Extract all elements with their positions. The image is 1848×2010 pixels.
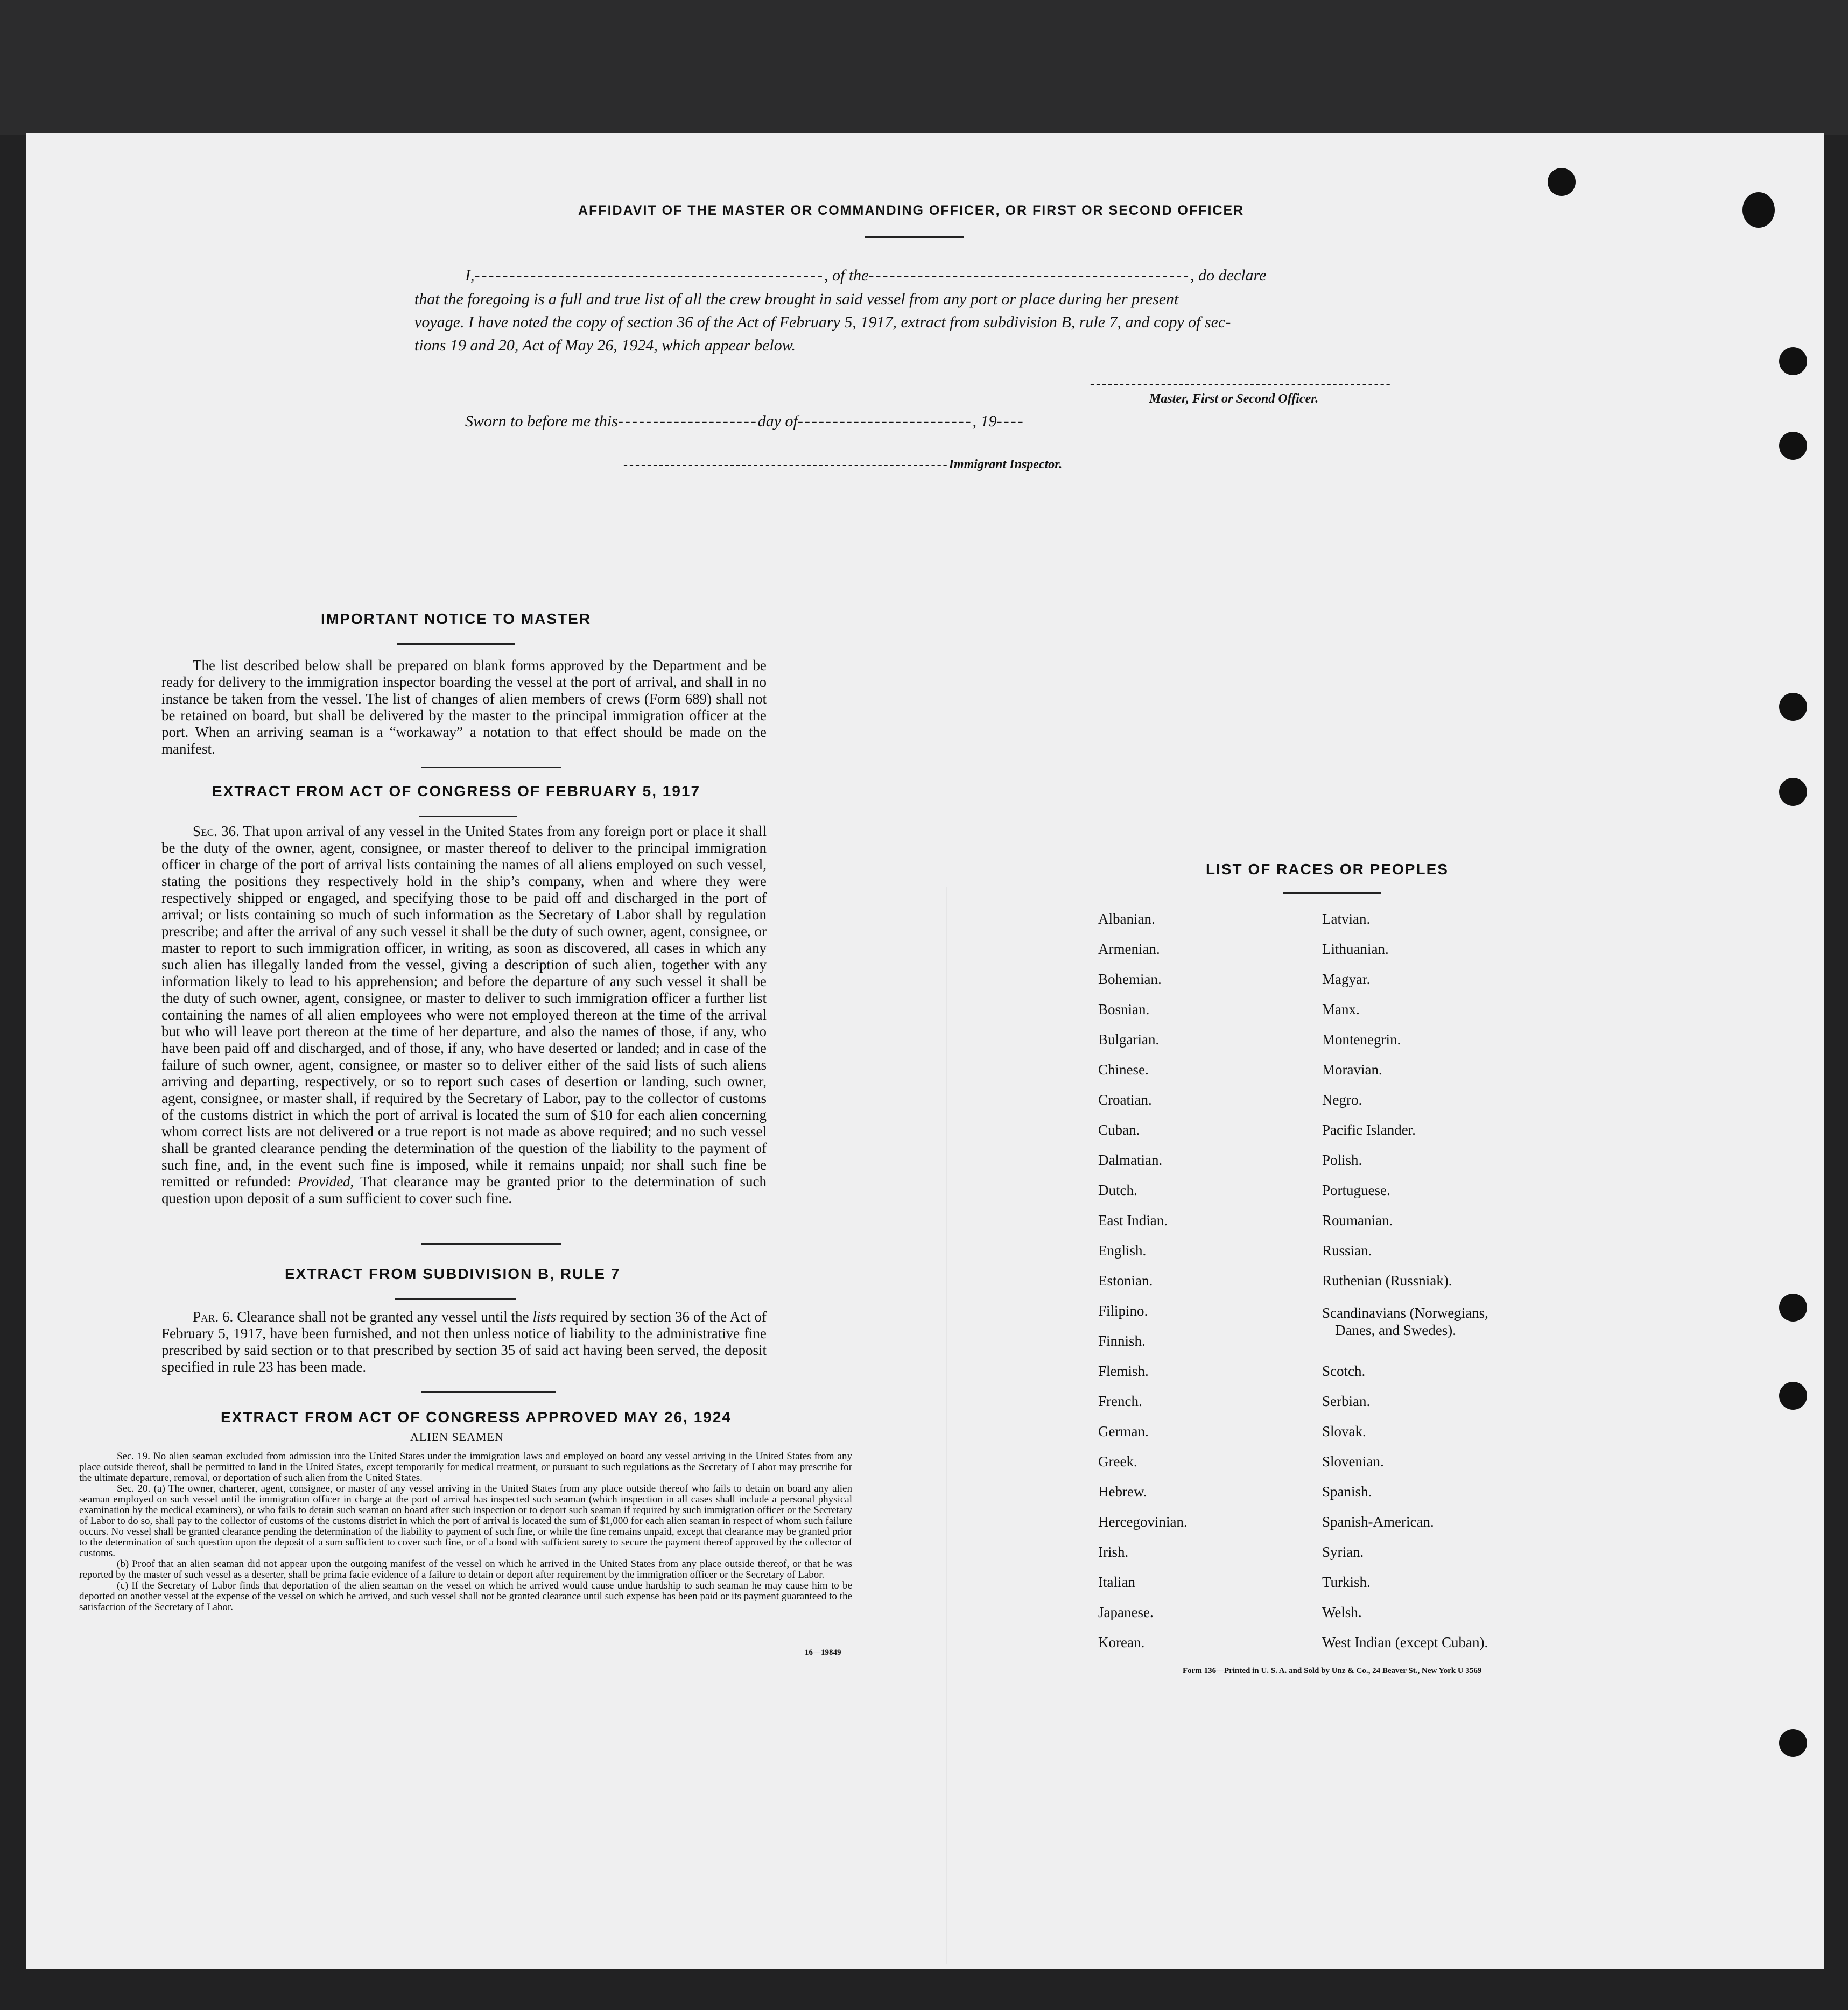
printer-line: Form 136—Printed in U. S. A. and Sold by Unz & Co., 24 Beaver St., New York U 3569 bbox=[1183, 1667, 1482, 1675]
race-item: Roumanian. bbox=[1322, 1212, 1393, 1228]
race-item: Lithuanian. bbox=[1322, 941, 1389, 957]
act-1917-underline bbox=[419, 816, 517, 817]
blank-vessel: ---------------------------------------------- bbox=[868, 266, 1191, 284]
inspector-label: Immigrant Inspector. bbox=[948, 458, 1063, 472]
punch-hole bbox=[1779, 778, 1807, 806]
race-item: Ruthenian (Russniak). bbox=[1322, 1273, 1452, 1289]
blank-day: -------------------- bbox=[617, 412, 758, 430]
race-item: Montenegrin. bbox=[1322, 1031, 1401, 1048]
race-item: Bohemian. bbox=[1098, 971, 1162, 987]
affidavit-title: AFFIDAVIT OF THE MASTER OR COMMANDING OFFICER, OR FIRST OR SECOND OFFICER bbox=[578, 203, 1245, 218]
master-signature-label: Master, First or Second Officer. bbox=[1149, 392, 1319, 406]
day-of-label: day of bbox=[757, 412, 798, 430]
blank-month: ------------------------- bbox=[797, 412, 973, 430]
race-item: Polish. bbox=[1322, 1152, 1362, 1168]
blank-year: ---- bbox=[996, 412, 1025, 430]
race-item: Estonian. bbox=[1098, 1273, 1153, 1289]
punch-hole bbox=[1779, 432, 1807, 460]
race-item: Scandinavians (Norwegians, bbox=[1322, 1305, 1488, 1321]
race-item: Spanish-American. bbox=[1322, 1514, 1434, 1530]
sec-20a-text: Sec. 20. (a) The owner, charterer, agent, consignee, or master of any vessel arriving in the United States from any place outside thereof who fails to detain on board any alien seaman employed on such vessel until the immigration officer in charge at the port of arrival has inspected such seaman (which inspection in all cases shall include a personal physical examination by the medical examiners), or who fails to detain such seaman on board after such inspection or to deport such seaman if required by such immigration officer or the Secretary of Labor to do so, shall pay to the collector of customs of the customs district in which the port of arrival is located the sum of $1,000 for each alien seaman in respect of whom such failure occurs. No vessel shall be granted clearance pending the determination of the liability to payment of such fine, or while the fine remains unpaid, except that clearance may be granted prior to the determination of such question upon the deposit of a sum sufficient to cover such fine, or of a bond with sufficient surety to secure the payment thereof approved by the collector of customs. bbox=[79, 1483, 852, 1559]
sec-36-end: That clearance may be granted prior to the determination of such question upon deposit of a sum sufficient to cover such fine. bbox=[161, 1173, 767, 1206]
race-item: Armenian. bbox=[1098, 941, 1160, 957]
race-item: Filipino. bbox=[1098, 1303, 1148, 1319]
rule-7-body-a: Clearance shall not be granted any vessel until the bbox=[237, 1309, 529, 1325]
rule-7-text bbox=[161, 1309, 767, 1375]
race-item: Manx. bbox=[1322, 1001, 1360, 1017]
notice-underline bbox=[397, 643, 515, 645]
ink-blot bbox=[1548, 168, 1576, 196]
race-item: Bulgarian. bbox=[1098, 1031, 1160, 1048]
act-1924-title: EXTRACT FROM ACT OF CONGRESS APPROVED MAY 26, 1924 bbox=[221, 1409, 732, 1425]
race-item: Dalmatian. bbox=[1098, 1152, 1163, 1168]
fold-line bbox=[946, 887, 947, 1964]
race-item: Chinese. bbox=[1098, 1062, 1149, 1078]
race-item: Flemish. bbox=[1098, 1363, 1149, 1379]
race-item: East Indian. bbox=[1098, 1212, 1168, 1228]
master-signature-line: --------------------------------------------------- bbox=[1090, 377, 1392, 391]
race-item: Danes, and Swedes). bbox=[1335, 1322, 1456, 1338]
inspector-signature-dots: ------------------------------------------------------- bbox=[623, 458, 949, 472]
act-1924-text bbox=[79, 1451, 852, 1613]
divider bbox=[421, 767, 561, 768]
race-item: Welsh. bbox=[1322, 1604, 1362, 1620]
race-item: Portuguese. bbox=[1322, 1182, 1390, 1198]
race-item: Spanish. bbox=[1322, 1484, 1372, 1500]
form-code: 16—19849 bbox=[805, 1648, 841, 1657]
race-item: Magyar. bbox=[1322, 971, 1371, 987]
race-item: Slovak. bbox=[1322, 1423, 1366, 1439]
act-1917-title: EXTRACT FROM ACT OF CONGRESS OF FEBRUARY 5, 1917 bbox=[212, 783, 701, 799]
race-item: Latvian. bbox=[1322, 911, 1371, 927]
year-label: , 19 bbox=[972, 412, 997, 430]
affidavit-i: I, bbox=[465, 266, 475, 284]
rule-7-title: EXTRACT FROM SUBDIVISION B, RULE 7 bbox=[285, 1266, 621, 1282]
race-item: Japanese. bbox=[1098, 1604, 1154, 1620]
scanner-background bbox=[0, 0, 1848, 135]
race-item: Irish. bbox=[1098, 1544, 1129, 1560]
race-item: Turkish. bbox=[1322, 1574, 1371, 1590]
sec-36-body: That upon arrival of any vessel in the United States from any foreign port or place it shall be the duty of the owner, agent, consignee, or master thereof to deliver to the principal immigration officer in charge of the port of arrival lists containing the names of all aliens employed on such vessel, stating the positions they respectively hold in the ship’s company, when and where they were respectively shipped or engaged, and specifying those to be paid off and discharged in the port of arrival; or lists containing so much of such information as the Secretary of Labor shall by regulation prescribe; and after the arrival of any such vessel it shall be the duty of such owner, agent, consignee, or master to report to such immigration officer, in writing, as soon as discovered, all cases in which any such alien has illegally landed from the vessel, giving a description of such alien, together with any information likely to lead to his apprehension; and before the departure of any such vessel it shall be the duty of such owner, agent, consignee, or master to deliver to such immigration officer a further list containing the names of all alien employees who were not employed thereon at the time of the arrival but who will leave port thereon at the time of her departure, and also the names of those, if any, who have been paid off and discharged, and of those, if any, who have deserted or landed; and in case of the failure of such owner, agent, consignee, or master so to deliver either of the said lists of such aliens arriving and departing, respectively, or so to report such cases of desertion or landing, such owner, agent, consignee, or master shall, if required by the Secretary of Labor, pay to the collector of customs of the customs district in which the port of arrival is located the sum of $10 for each alien concerning whom correct lists are not delivered or a true report is not made as above required; and no such vessel shall be granted clearance pending the determination of the question of the liability to the payment of such fine, and, in the event such fine is imposed, while it remains unpaid; nor shall such fine be remitted or refunded: bbox=[161, 823, 767, 1190]
race-item: Cuban. bbox=[1098, 1122, 1140, 1138]
act-1917-text bbox=[161, 823, 767, 1207]
race-item: Syrian. bbox=[1322, 1544, 1364, 1560]
race-item: Croatian. bbox=[1098, 1092, 1152, 1108]
ink-blot bbox=[1742, 192, 1775, 228]
act-1924-subtitle: ALIEN SEAMEN bbox=[410, 1430, 504, 1444]
divider bbox=[421, 1243, 561, 1245]
affidavit-of-the: , of the bbox=[824, 266, 869, 284]
race-item: Negro. bbox=[1322, 1092, 1362, 1108]
punch-hole bbox=[1779, 1382, 1807, 1410]
title-underline bbox=[865, 236, 964, 238]
affidavit-line3: voyage. I have noted the copy of section 36 of the Act of February 5, 1917, extract from subdivision B, rule 7, and copy of sec- bbox=[414, 313, 1231, 331]
sec-19-text: Sec. 19. No alien seaman excluded from admission into the United States under the immigration laws and employed on board any vessel arriving in the United States from any place outside thereof, shall be permitted to land in the United States, except temporarily for medical treatment, or pursuant to such regulations as the Secretary of Labor may prescribe for the ultimate departure, removal, or deportation of such alien from the United States. bbox=[79, 1451, 852, 1484]
notice-text: The list described below shall be prepared on blank forms approved by the Department and be ready for delivery to the immigration inspector boarding the vessel at the port of arrival, and shall in no instance be taken from the vessel. The list of changes of alien members of crews (Form 689) shall not be retained on board, but shall be delivered by the master to the principal immigration officer at the port. When an arriving seaman is a “workaway” a notation to that effect should be made on the manifest. bbox=[161, 657, 767, 757]
punch-hole bbox=[1779, 1729, 1807, 1757]
race-item: Albanian. bbox=[1098, 911, 1155, 927]
race-item: French. bbox=[1098, 1393, 1142, 1409]
affidavit-line4: tions 19 and 20, Act of May 26, 1924, which appear below. bbox=[414, 336, 796, 354]
punch-hole bbox=[1779, 1294, 1807, 1322]
race-item: Greek. bbox=[1098, 1453, 1137, 1470]
sworn-line bbox=[465, 412, 1025, 431]
race-item: Korean. bbox=[1098, 1634, 1145, 1650]
race-item: Italian bbox=[1098, 1574, 1135, 1590]
race-item: Dutch. bbox=[1098, 1182, 1137, 1198]
race-item: Hercegovinian. bbox=[1098, 1514, 1188, 1530]
lists-word: lists bbox=[532, 1309, 557, 1325]
rule-7-underline bbox=[395, 1298, 516, 1300]
sec-20c-text: (c) If the Secretary of Labor finds that deportation of the alien seaman on the vessel on which he arrived would cause undue hardship to such seaman he may cause him to be deported on another vessel at the expense of the vessel on which he arrived, and such vessel shall not be granted clearance until such expense has been paid or its payment guaranteed to the satisfaction of the Secretary of Labor. bbox=[79, 1580, 852, 1613]
race-item: Serbian. bbox=[1322, 1393, 1371, 1409]
punch-hole bbox=[1779, 347, 1807, 375]
divider bbox=[421, 1391, 556, 1393]
punch-hole bbox=[1779, 693, 1807, 721]
par-6-label: Par. 6. bbox=[193, 1309, 234, 1325]
blank-name: -------------------------------------------------- bbox=[474, 266, 825, 284]
race-item: Bosnian. bbox=[1098, 1001, 1150, 1017]
affidavit-line2: that the foregoing is a full and true list of all the crew brought in said vessel from any port or place during her present bbox=[414, 290, 1179, 308]
affidavit-line1 bbox=[465, 266, 1418, 285]
race-item: Slovenian. bbox=[1322, 1453, 1384, 1470]
races-title: LIST OF RACES OR PEOPLES bbox=[1206, 861, 1449, 877]
provided-word: Provided, bbox=[297, 1173, 354, 1190]
sec-36-label: Sec. 36. bbox=[193, 823, 240, 839]
inspector-line bbox=[623, 458, 1062, 472]
affidavit-declare: , do declare bbox=[1190, 266, 1267, 284]
race-item: German. bbox=[1098, 1423, 1149, 1439]
race-item: Finnish. bbox=[1098, 1333, 1146, 1349]
races-underline bbox=[1283, 892, 1381, 894]
rule-7-body-b: required by section 36 of the Act of February 5, 1917, have been furnished, and not then unless notice of liability to the administrative fine prescribed by said section or to that prescribed by section 35 of said act having been served, the deposit specified in rule 23 has been made. bbox=[161, 1309, 767, 1375]
sworn-label: Sworn to before me this bbox=[465, 412, 618, 430]
race-item: Pacific Islander. bbox=[1322, 1122, 1416, 1138]
race-item: Hebrew. bbox=[1098, 1484, 1147, 1500]
race-item: English. bbox=[1098, 1242, 1147, 1259]
race-item: Scotch. bbox=[1322, 1363, 1366, 1379]
sec-20b-text: (b) Proof that an alien seaman did not appear upon the outgoing manifest of the vessel on which he arrived in the United States from any place outside thereof, or that he was reported by the master of such vessel as a deserter, shall be prima facie evidence of a failure to detain or deport after requirement by the immigration officer or the Secretary of Labor. bbox=[79, 1558, 852, 1580]
race-item: Russian. bbox=[1322, 1242, 1372, 1259]
race-item: West Indian (except Cuban). bbox=[1322, 1634, 1488, 1650]
race-item: Moravian. bbox=[1322, 1062, 1382, 1078]
notice-title: IMPORTANT NOTICE TO MASTER bbox=[321, 610, 592, 627]
